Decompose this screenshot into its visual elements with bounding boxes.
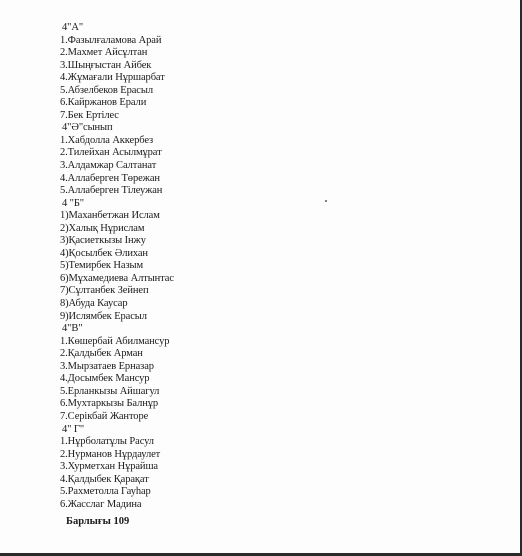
student-entry: 4.Жұмағали Нұршарбат — [60, 72, 165, 84]
class-header: 4"А" — [62, 22, 84, 33]
student-entry: 3.Мырзатаев Ерназар — [60, 360, 154, 372]
class-header: 4"Ә"сынып — [62, 122, 113, 134]
student-entry: 2.Махмет Айсұлтан — [60, 47, 148, 59]
student-entry: 2)Халық Нұрислам — [60, 222, 145, 234]
scan-speck — [325, 200, 327, 202]
student-entry: 3)Қасиеткызы Інжу — [60, 235, 146, 247]
student-entry: 8)Абуда Каусар — [60, 298, 128, 310]
student-entry: 7.Бек Ертілес — [60, 109, 119, 121]
student-entry: 1.Хабдолла Аккербез — [60, 134, 154, 146]
student-entry: 1.Көшербай Абилмансур — [60, 335, 170, 347]
student-entry: 6)Мұхамедиева Алтынтас — [60, 272, 174, 284]
student-entry: 5.Аллаберген Тілеужан — [60, 185, 163, 197]
student-entry: 1.Фазылғаламова Арай — [60, 34, 162, 46]
student-entry: 5.Рахметолла Гауһар — [60, 486, 151, 498]
student-entry: 2.Нурманов Нұрдаулет — [60, 448, 161, 460]
student-entry: 3.Алдамжар Салтанат — [60, 160, 157, 172]
student-entry: 2.Қалдыбек Арман — [60, 348, 143, 360]
student-entry: 9)Ислямбек Ерасыл — [60, 310, 147, 322]
student-entry: 3.Хурметхан Нұрайша — [60, 461, 158, 473]
student-entry: 4)Қосылбек Әлихан — [60, 247, 148, 259]
student-list — [60, 22, 174, 511]
student-entry: 6.Жасслаг Мадина — [60, 498, 142, 510]
student-entry: 5)Темирбек Назым — [60, 260, 144, 272]
student-entry: 2.Тилейхан Асылмұрат — [60, 147, 162, 159]
student-entry: 7)Сұлтанбек Зейнеп — [60, 285, 149, 297]
total-count: Барлығы 109 — [66, 516, 130, 527]
class-header: 4 "Б" — [62, 197, 84, 209]
student-entry: 4.Аллаберген Төрежан — [60, 172, 160, 184]
student-entry: 7.Серікбай Жанторе — [60, 410, 149, 422]
class-header: 4" Г" — [62, 423, 85, 435]
student-entry: 1)Маханбетжан Ислам — [60, 210, 160, 222]
student-entry: 3.Шыңғыстан Айбек — [60, 59, 152, 71]
student-entry: 4.Досымбек Мансур — [60, 373, 150, 385]
student-entry: 5.Ерланкызы Айшагул — [60, 385, 160, 397]
student-entry: 5.Абзелбеков Ерасыл — [60, 84, 153, 96]
student-entry: 4.Қалдыбек Қарақат — [60, 473, 149, 485]
class-header: 4"В" — [62, 323, 83, 335]
student-entry: 6.Мухтаркызы Балнұр — [60, 398, 159, 410]
student-entry: 6.Кайржанов Ерали — [60, 97, 147, 109]
student-entry: 1.Нұрболатұлы Расул — [60, 436, 154, 448]
